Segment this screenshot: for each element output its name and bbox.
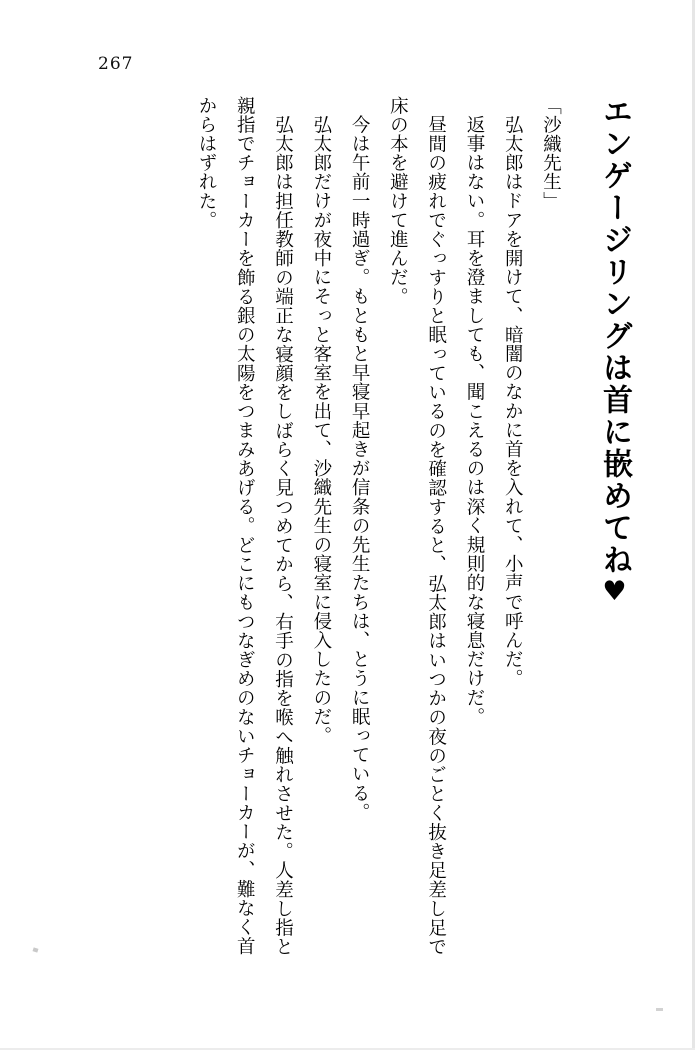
heart-icon: ♥ bbox=[599, 576, 630, 609]
chapter-title bbox=[596, 96, 634, 656]
paragraph: 弘太郎は担任教師の端正な寝顔をしばらく見つめてから、右手の指を喉へ触れさせた。人差し指と親指でチョーカーを飾る銀の太陽をつまみあげる。どこにもつなぎめのないチョーカーが、難なく首からはずれた。 bbox=[195, 96, 294, 956]
paragraph: 弘太郎だけが夜中にそっと客室を出て、沙織先生の寝室に侵入したのだ。 bbox=[310, 114, 332, 745]
page-number: 267 bbox=[98, 54, 134, 74]
body-text-column bbox=[187, 96, 570, 956]
paragraph: 返事はない。耳を澄ましても、聞こえるのは深く規則的な寝息だけだ。 bbox=[463, 114, 485, 726]
chapter-title-text: エンゲージリングは首に嵌めてね bbox=[597, 96, 632, 576]
paragraph: 弘太郎はドアを開けて、暗闇のなかに首を入れて、小声で呼んだ。 bbox=[502, 114, 524, 688]
paragraph: 「沙織先生」 bbox=[540, 96, 562, 211]
page-text-body bbox=[113, 96, 633, 956]
paragraph: 今は午前一時過ぎ。もともと早寝早起きが信条の先生たちは、とうに眠っている。 bbox=[349, 114, 371, 822]
paragraph: 昼間の疲れでぐっすりと眠っているのを確認すると、弘太郎はいつかの夜のごとく抜き足差し足で床の本を避けて進んだ。 bbox=[387, 96, 447, 956]
scan-speck bbox=[656, 1008, 663, 1011]
scan-speck bbox=[33, 947, 39, 952]
